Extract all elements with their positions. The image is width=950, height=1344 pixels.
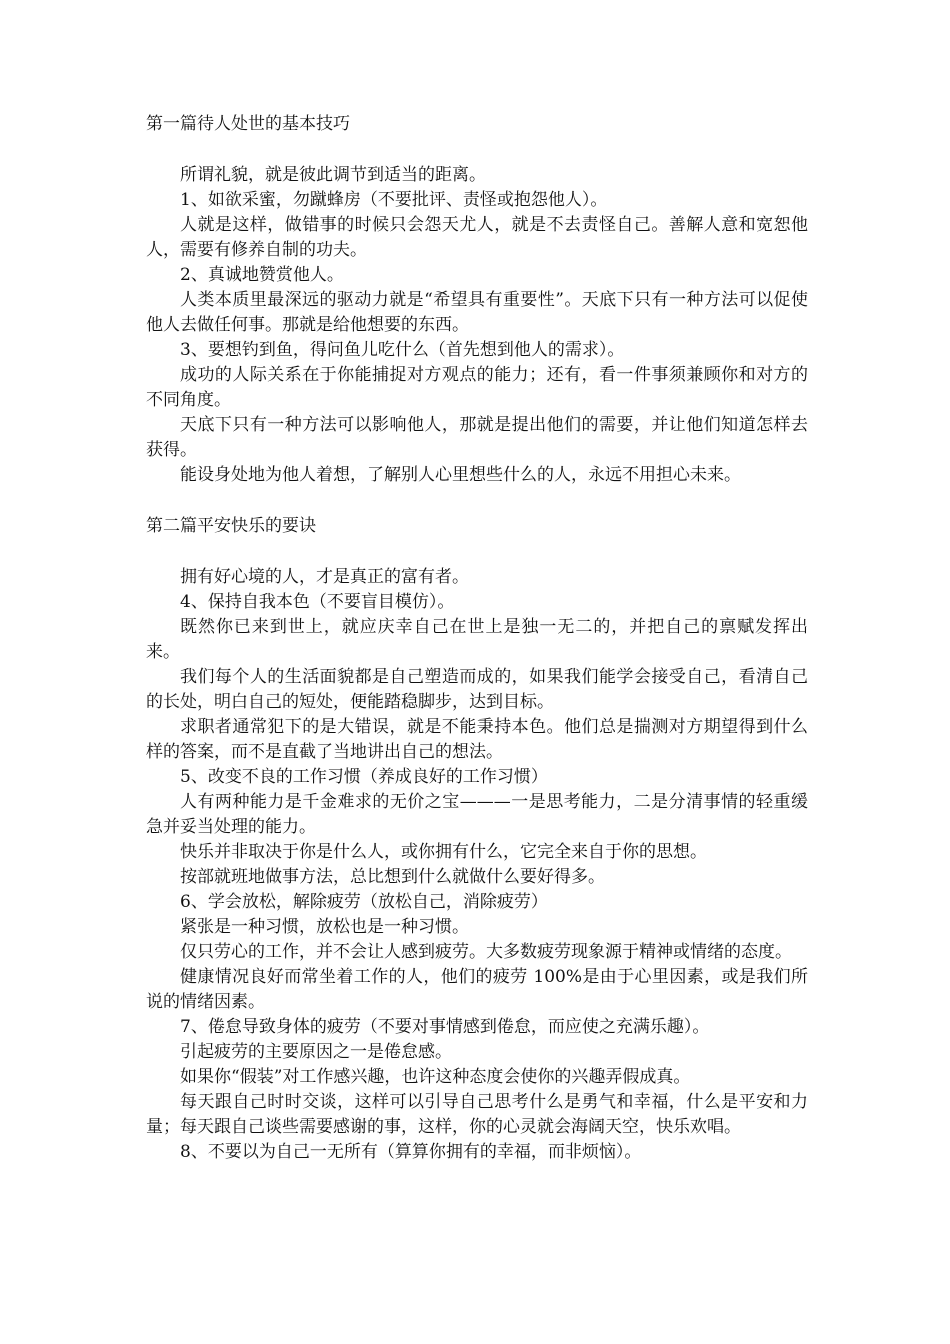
paragraph: 2、真诚地赞赏他人。 [180,265,344,285]
paragraph: 健康情况良好而常坐着工作的人，他们的疲劳 100%是由于心里因素，或是我们所说的情绪因素。 [146,967,808,1012]
paragraph: 紧张是一种习惯，放松也是一种习惯。 [180,917,469,937]
paragraph: 按部就班地做事方法，总比想到什么就做什么要好得多。 [180,867,605,887]
paragraph: 4、保持自我本色（不要盲目模仿）。 [180,592,455,612]
paragraph: 1、如欲采蜜，勿蹴蜂房（不要批评、责怪或抱怨他人）。 [180,190,608,210]
paragraph: 6、学会放松，解除疲劳（放松自己，消除疲劳） [180,892,548,912]
section-title: 第一篇待人处世的基本技巧 [146,114,350,134]
paragraph: 人有两种能力是千金难求的无价之宝———一是思考能力，二是分清事情的轻重缓急并妥当处理的能力。 [146,792,808,837]
paragraph: 8、不要以为自己一无所有（算算你拥有的幸福，而非烦恼）。 [180,1142,642,1162]
paragraph: 拥有好心境的人，才是真正的富有者。 [180,567,469,587]
paragraph: 所谓礼貌，就是彼此调节到适当的距离。 [180,165,486,185]
paragraph: 仅只劳心的工作，并不会让人感到疲劳。大多数疲劳现象源于精神或情绪的态度。 [180,942,792,962]
paragraph: 每天跟自己时时交谈，这样可以引导自己思考什么是勇气和幸福，什么是平安和力量；每天跟自己谈些需要感谢的事，这样，你的心灵就会海阔天空，快乐欢唱。 [146,1092,808,1137]
paragraph: 成功的人际关系在于你能捕捉对方观点的能力；还有，看一件事须兼顾你和对方的不同角度。 [146,365,808,410]
paragraph: 能设身处地为他人着想，了解别人心里想些什么的人，永远不用担心未来。 [180,465,741,485]
paragraph: 天底下只有一种方法可以影响他人，那就是提出他们的需要，并让他们知道怎样去获得。 [146,415,808,460]
document-body [146,112,808,1165]
paragraph: 既然你已来到世上，就应庆幸自己在世上是独一无二的，并把自己的禀赋发挥出来。 [146,617,808,662]
paragraph: 7、倦怠导致身体的疲劳（不要对事情感到倦怠，而应使之充满乐趣）。 [180,1017,710,1037]
paragraph: 人就是这样，做错事的时候只会怨天尤人，就是不去责怪自己。善解人意和宽恕他人，需要有修养自制的功夫。 [146,215,808,260]
paragraph: 求职者通常犯下的是大错误，就是不能秉持本色。他们总是揣测对方期望得到什么样的答案，而不是直截了当地讲出自己的想法。 [146,717,808,762]
paragraph: 5、改变不良的工作习惯（养成良好的工作习惯） [180,767,548,787]
paragraph: 引起疲劳的主要原因之一是倦怠感。 [180,1042,452,1062]
paragraph: 人类本质里最深远的驱动力就是“希望具有重要性”。天底下只有一种方法可以促使他人去做任何事。那就是给他想要的东西。 [146,290,808,335]
section-title: 第二篇平安快乐的要诀 [146,516,316,536]
paragraph: 我们每个人的生活面貌都是自己塑造而成的，如果我们能学会接受自己，看清自己的长处，明白自己的短处，便能踏稳脚步，达到目标。 [146,667,808,712]
paragraph: 如果你“假装”对工作感兴趣，也许这种态度会使你的兴趣弄假成真。 [180,1067,691,1087]
paragraph: 快乐并非取决于你是什么人，或你拥有什么，它完全来自于你的思想。 [180,842,707,862]
paragraph: 3、要想钓到鱼，得问鱼儿吃什么（首先想到他人的需求）。 [180,340,625,360]
